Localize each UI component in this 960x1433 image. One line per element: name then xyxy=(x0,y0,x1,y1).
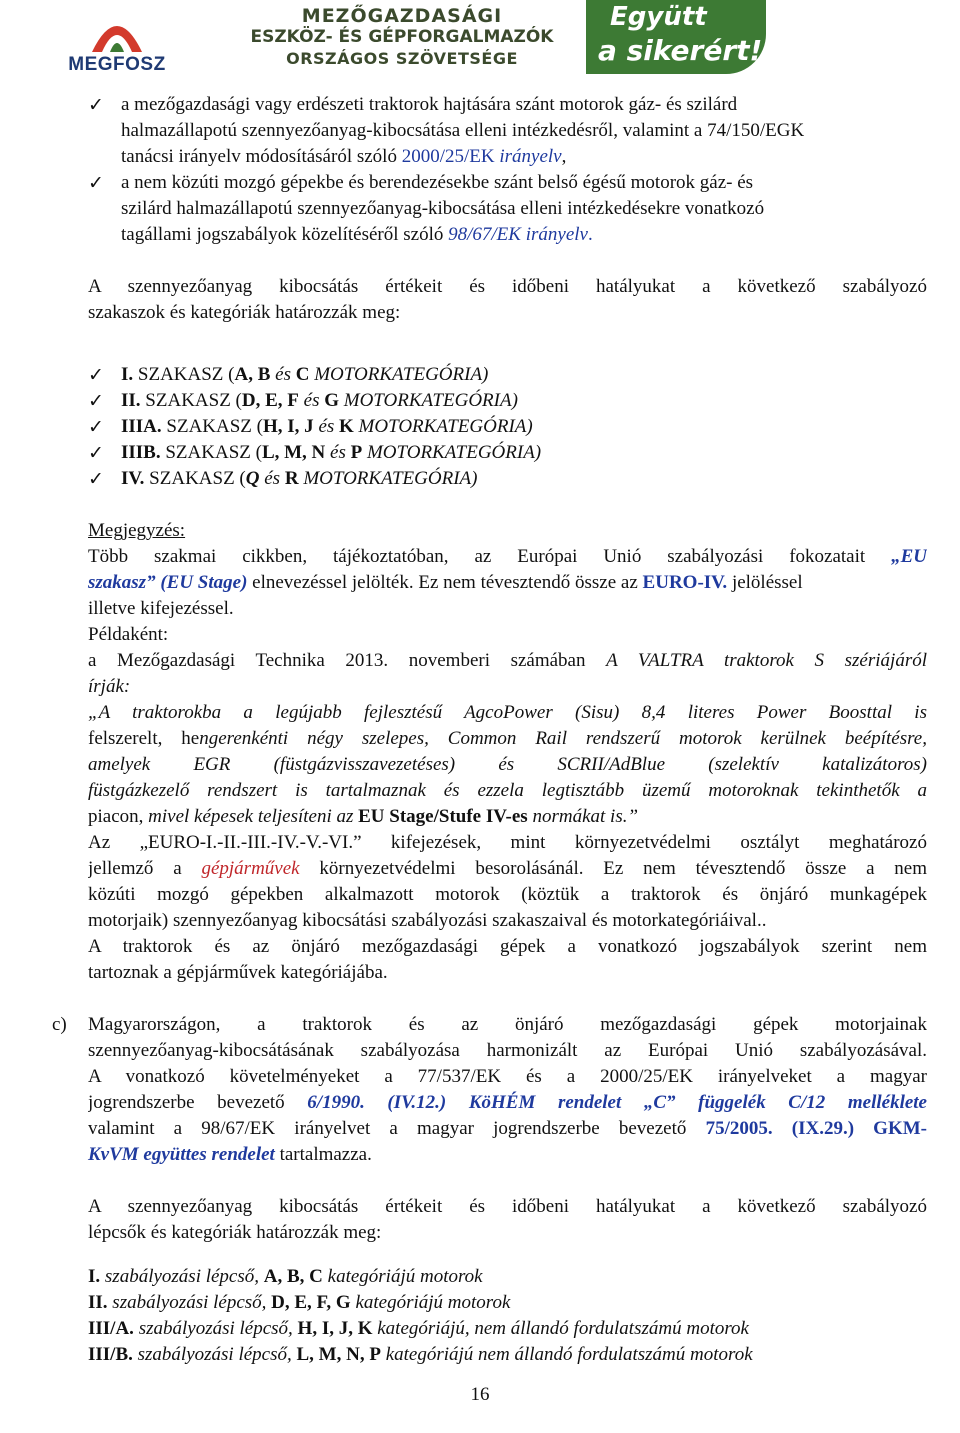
text-fragment: tanácsi irányelv módosításáról szóló xyxy=(121,146,397,167)
stage-motor-category: MOTORKATEGÓRIA) xyxy=(309,364,489,385)
step-categories: D, E, F, G xyxy=(271,1292,351,1313)
stage-last-category: G xyxy=(324,390,339,411)
section-c-label: c) xyxy=(52,1014,67,1035)
text-fragment: jelöléssel xyxy=(727,572,803,593)
eu-stage-term: szakasz” (EU Stage) xyxy=(88,572,248,593)
note-heading-text: Megjegyzés: xyxy=(88,520,186,541)
step-item xyxy=(88,1316,749,1342)
stage-roman: I. xyxy=(121,364,134,385)
stage-roman: II. xyxy=(121,390,141,411)
stage-motor-category: MOTORKATEGÓRIA) xyxy=(339,390,518,411)
euro-iv-term: EURO-IV. xyxy=(642,572,728,593)
directive-number: 2000/25/EK xyxy=(401,146,495,167)
para2-line1: A szennyezőanyag kibocsátás értékeit és időbeni hatályukat a következő szabályozó xyxy=(88,1196,927,1217)
step-text: szabályozási lépcső, xyxy=(107,1292,272,1313)
section-c-line5 xyxy=(88,1116,927,1142)
quote-line1 xyxy=(88,700,927,726)
megfosz-logo xyxy=(62,6,172,74)
bullet1-line1: a mezőgazdasági vagy erdészeti traktorok hajtására szánt motorok gáz- és szilárd xyxy=(121,94,738,115)
stage-item xyxy=(121,388,518,414)
quote-text: mivel képesek teljesíteni az xyxy=(143,806,359,827)
text-fragment: valamint a 98/67/EK irányelvet a magyar jogrendszerbe bevezető xyxy=(88,1118,687,1139)
bullet1-line3 xyxy=(121,144,566,170)
stage-item xyxy=(121,440,541,466)
stage-text: SZAKASZ ( xyxy=(161,416,263,437)
text-fragment: tagállami jogszabályok közelítéséről szóló xyxy=(121,224,444,245)
step-text: szabályozási lépcső, xyxy=(100,1266,264,1287)
step-roman: I. xyxy=(88,1266,101,1287)
stage-and: és xyxy=(298,390,325,411)
step-item xyxy=(88,1290,510,1316)
quote-line2 xyxy=(88,726,927,752)
step-tail: kategóriájú motorok xyxy=(322,1266,483,1287)
text-fragment: a Mezőgazdasági Technika 2013. novemberi számában xyxy=(88,650,586,671)
step-item xyxy=(88,1342,753,1368)
stage-motor-category: MOTORKATEGÓRIA) xyxy=(298,468,478,489)
stage-item xyxy=(121,362,488,388)
quote-text: piacon, xyxy=(88,806,144,827)
text-fragment: , xyxy=(561,146,567,167)
note-p6: tartoznak a gépjárművek kategóriájába. xyxy=(88,962,388,983)
step-roman: II. xyxy=(88,1292,108,1313)
text-fragment: Több szakmai cikkben, tájékoztatóban, az Európai Unió szabályozási fokozatait xyxy=(88,546,866,567)
stage-and: és xyxy=(325,442,351,463)
eu-stage-iv-term: EU Stage/Stufe IV-es xyxy=(358,806,528,827)
note-line6 xyxy=(88,674,130,700)
text-fragment: jogrendszerbe bevezető xyxy=(88,1092,285,1113)
quote-text: normákat is.” xyxy=(527,806,639,827)
stage-categories: L, M, N xyxy=(261,442,326,463)
section-c-line1: Magyarországon, a traktorok és az önjáró mezőgazdasági gépek motorjainak xyxy=(88,1014,927,1035)
stage-last-category: R xyxy=(284,468,299,489)
stage-categories: Q xyxy=(245,468,260,489)
stage-categories: A, B xyxy=(234,364,271,385)
quote-text: füstgázkezelő rendszert is tartalmaznak és ezzela legtisztább üzemű motoroknak tekinthetők a xyxy=(88,780,927,801)
text-fragment: . xyxy=(587,224,593,245)
check-icon: ✓ xyxy=(88,364,104,386)
note-heading xyxy=(88,518,185,544)
para1-line1: A szennyezőanyag kibocsátás értékeit és időbeni hatályukat a következő szabályozó xyxy=(88,276,927,297)
step-tail: kategóriájú, nem állandó fordulatszámú motorok xyxy=(372,1318,749,1339)
stage-motor-category: MOTORKATEGÓRIA) xyxy=(353,416,533,437)
quote-text: amelyek EGR (füstgázvisszavezetéses) és SCRII/AdBlue (szelektív katalizátoros) xyxy=(88,754,927,775)
step-roman: III/B. xyxy=(88,1344,133,1365)
organization-name xyxy=(222,6,582,69)
para1-line2: szakaszok és kategóriák határozzák meg: xyxy=(88,302,401,323)
step-item xyxy=(88,1264,483,1290)
text-fragment: elnevezéssel jelölték. Ez nem tévesztendő össze az xyxy=(247,572,643,593)
quote-line4 xyxy=(88,778,927,804)
check-icon: ✓ xyxy=(88,94,104,116)
step-tail: kategóriájú nem állandó fordulatszámú motorok xyxy=(380,1344,753,1365)
bullet2-line2: szilárd halmazállapotú szennyezőanyag-kibocsátása elleni intézkedésekre vonatkozó xyxy=(121,198,765,219)
text-fragment: környezetvédelmi besorolásánál. Ez nem tévesztendő össze a nem xyxy=(319,858,927,879)
directive-reference: 98/67/EK irányelv xyxy=(448,224,588,245)
text-fragment: írják: xyxy=(88,676,131,697)
stage-text: SZAKASZ ( xyxy=(144,468,246,489)
org-line-3: ORSZÁGOS SZÖVETSÉGE xyxy=(286,49,518,68)
text-fragment: tartalmazza. xyxy=(274,1144,372,1165)
slogan-line-2: a sikerért! xyxy=(598,34,763,67)
logo-emblem-icon xyxy=(62,6,172,56)
stage-text: SZAKASZ ( xyxy=(160,442,262,463)
note-line2 xyxy=(88,570,803,596)
step-categories: L, M, N, P xyxy=(296,1344,381,1365)
quote-text: „A traktorokba a legújabb fejlesztésű AgcoPower (Sisu) 8,4 literes Power Boosttal is xyxy=(88,702,927,723)
stage-roman: IIIA. xyxy=(121,416,162,437)
vehicle-term: gépjárművek xyxy=(201,858,300,879)
check-icon: ✓ xyxy=(88,442,104,464)
note-p1: Az „EURO-I.-II.-III.-IV.-V.-VI.” kifejezések, mint környezetvédelmi osztályt meghatározó xyxy=(88,832,927,853)
page-header xyxy=(0,0,960,80)
stage-last-category: K xyxy=(339,416,354,437)
logo-text: MEGFOSZ xyxy=(68,54,166,75)
stage-last-category: C xyxy=(295,364,310,385)
step-tail: kategóriájú motorok xyxy=(350,1292,511,1313)
bullet1-line2: halmazállapotú szennyezőanyag-kibocsátása elleni intézkedésről, valamint a 74/150/EGK xyxy=(121,120,805,141)
step-roman: III/A. xyxy=(88,1318,134,1339)
stage-categories: H, I, J xyxy=(263,416,314,437)
stage-and: és xyxy=(270,364,296,385)
check-icon: ✓ xyxy=(88,468,104,490)
note-p3: közúti mozgó gépekben alkalmazott motorok (köztük a traktorok és önjáró munkagépek xyxy=(88,884,927,905)
stage-categories: D, E, F xyxy=(241,390,299,411)
section-c-line2: szennyezőanyag-kibocsátásának szabályozása harmonizált az Európai Unió szabályozásával. xyxy=(88,1040,927,1061)
note-line1 xyxy=(88,544,927,570)
section-c-line6 xyxy=(88,1142,372,1168)
stage-item xyxy=(121,414,533,440)
eu-term: „EU xyxy=(891,546,927,567)
step-text: szabályozási lépcső, xyxy=(132,1344,297,1365)
decree-reference: KvVM együttes rendelet xyxy=(88,1144,275,1165)
stage-text: SZAKASZ ( xyxy=(140,390,242,411)
stage-and: és xyxy=(259,468,285,489)
slogan-line-1: Együtt xyxy=(610,2,707,32)
stage-roman: IV. xyxy=(121,468,145,489)
example-heading: Példaként: xyxy=(88,624,169,645)
step-text: szabályozási lépcső, xyxy=(133,1318,298,1339)
decree-reference: 75/2005. (IX.29.) GKM- xyxy=(705,1118,927,1139)
stage-categories-italic xyxy=(246,468,260,489)
bullet2-line1: a nem közúti mozgó gépekbe és berendezésekbe szánt belső égésű motorok gáz- és xyxy=(121,172,754,193)
org-line-2: ESZKÖZ- ÉS GÉPFORGALMAZÓK xyxy=(250,27,554,47)
quote-text: felszerelt, he xyxy=(88,728,200,749)
stage-last-category: P xyxy=(350,442,363,463)
check-icon: ✓ xyxy=(88,390,104,412)
step-categories: A, B, C xyxy=(263,1266,323,1287)
text-fragment: jellemző a xyxy=(88,858,182,879)
quote-line3 xyxy=(88,752,927,778)
stage-item xyxy=(121,466,477,492)
stage-roman: IIIB. xyxy=(121,442,161,463)
directive-word: irányelv xyxy=(499,146,562,167)
check-icon: ✓ xyxy=(88,172,104,194)
note-p4: motorjaik) szennyezőanyag kibocsátási szabályozási szakaszaival és motorkategóriáival.. xyxy=(88,910,767,931)
org-line-1: MEZŐGAZDASÁGI xyxy=(301,5,503,27)
note-line3: illetve kifejezéssel. xyxy=(88,598,234,619)
step-categories: H, I, J, K xyxy=(297,1318,373,1339)
para2-line2: lépcsők és kategóriák határozzák meg: xyxy=(88,1222,382,1243)
section-c-line3: A vonatkozó követelményeket a 77/537/EK és a 2000/25/EK irányelveket a magyar xyxy=(88,1066,927,1087)
note-p5: A traktorok és az önjáró mezőgazdasági gépek a vonatkozó jogszabályok szerint nem xyxy=(88,936,927,957)
decree-reference: 6/1990. (IV.12.) KöHÉM rendelet „C” függelék C/12 melléklete xyxy=(307,1092,927,1113)
slogan-banner xyxy=(586,0,766,74)
quote-text: ngerenkénti négy szelepes, Common Rail rendszerű motorok kerülnek beépítésre, xyxy=(199,728,927,749)
stage-motor-category: MOTORKATEGÓRIA) xyxy=(362,442,542,463)
check-icon: ✓ xyxy=(88,416,104,438)
bullet2-line3 xyxy=(121,222,593,248)
article-title: A VALTRA traktorok S szériájáról xyxy=(606,650,927,671)
note-line5 xyxy=(88,648,927,674)
note-p2 xyxy=(88,856,927,882)
section-c-line4 xyxy=(88,1090,927,1116)
quote-line5 xyxy=(88,804,638,830)
stage-and: és xyxy=(313,416,340,437)
stage-text: SZAKASZ ( xyxy=(133,364,235,385)
page-number: 16 xyxy=(470,1384,490,1405)
